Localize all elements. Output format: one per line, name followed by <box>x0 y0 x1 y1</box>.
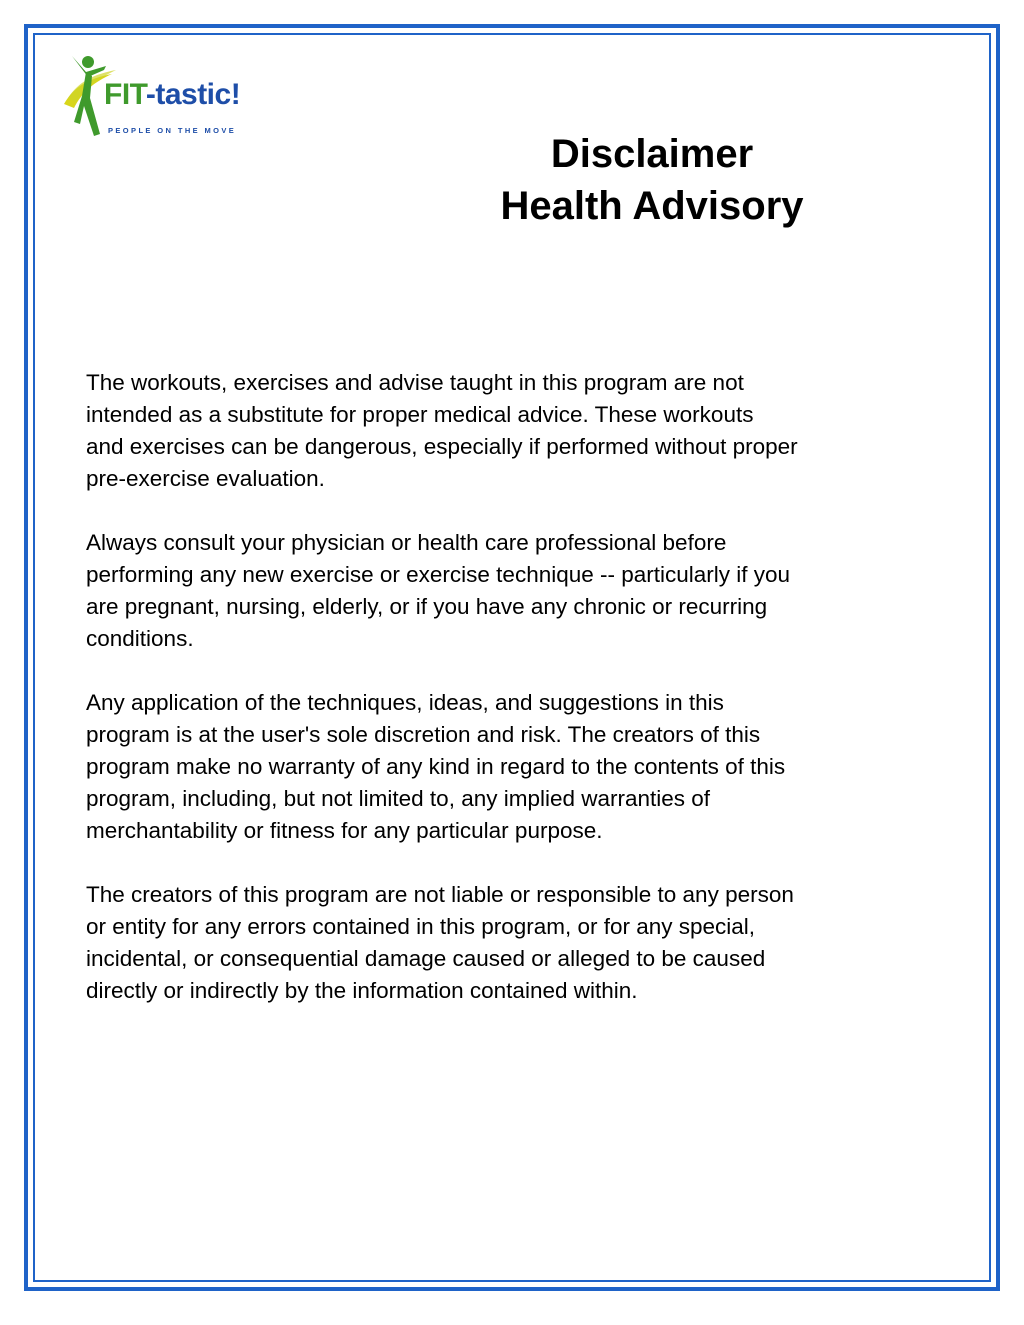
paragraph-line: program make no warranty of any kind in regard to the contents of this <box>86 754 786 779</box>
paragraph-medical-advice <box>86 367 946 495</box>
paragraph-line: pre-exercise evaluation. <box>86 466 325 491</box>
paragraph-line: are pregnant, nursing, elderly, or if you have any chronic or recurring <box>86 594 768 619</box>
paragraph-no-warranty <box>86 687 946 847</box>
paragraph-line: conditions. <box>86 626 194 651</box>
paragraph-line: The creators of this program are not liable or responsible to any person <box>86 882 794 907</box>
paragraph-line: merchantability or fitness for any particular purpose. <box>86 818 603 843</box>
paragraph-line: program, including, but not limited to, any implied warranties of <box>86 786 711 811</box>
paragraph-line: directly or indirectly by the information contained within. <box>86 978 638 1003</box>
title-health-advisory: Health Advisory <box>500 184 804 228</box>
title-disclaimer: Disclaimer <box>550 132 754 176</box>
paragraph-line: intended as a substitute for proper medical advice. These workouts <box>86 402 754 427</box>
logo-text-tastic: -tastic! <box>145 78 241 111</box>
logo-text-fit: FIT <box>104 78 146 111</box>
paragraph-line: performing any new exercise or exercise technique -- particularly if you <box>86 562 791 587</box>
paragraph-line: or entity for any errors contained in this program, or for any special, <box>86 914 756 939</box>
paragraph-line: Any application of the techniques, ideas, and suggestions in this <box>86 690 724 715</box>
paragraph-liability <box>86 879 946 1007</box>
paragraph-line: incidental, or consequential damage caused or alleged to be caused <box>86 946 766 971</box>
disclaimer-body <box>86 367 946 1039</box>
paragraph-consult-physician <box>86 527 946 655</box>
page-title <box>440 128 864 232</box>
logo-tagline: PEOPLE ON THE MOVE <box>108 126 237 135</box>
paragraph-line: and exercises can be dangerous, especially if performed without proper <box>86 434 798 459</box>
paragraph-line: The workouts, exercises and advise taught in this program are not <box>86 370 744 395</box>
fit-tastic-logo <box>60 52 290 142</box>
logo-wordmark <box>104 80 240 110</box>
paragraph-line: Always consult your physician or health care professional before <box>86 530 727 555</box>
paragraph-line: program is at the user's sole discretion and risk. The creators of this <box>86 722 761 747</box>
